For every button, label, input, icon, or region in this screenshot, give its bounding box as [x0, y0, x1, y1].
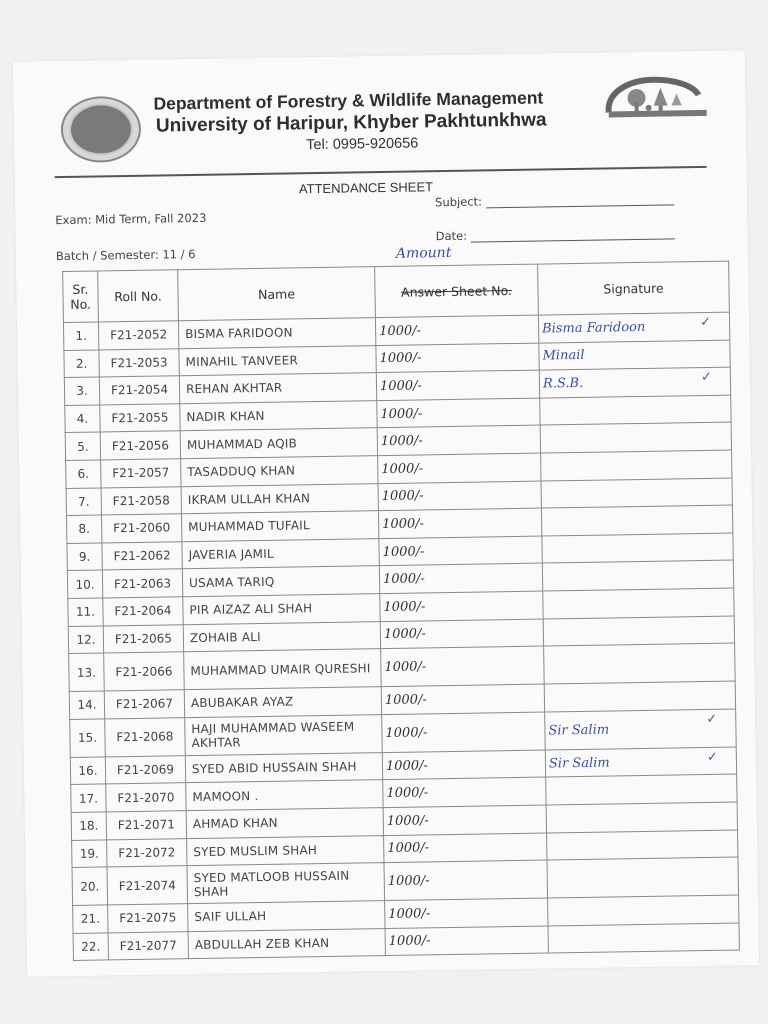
roll-cell	[102, 569, 182, 598]
sr-cell	[70, 719, 106, 758]
amount-cell	[380, 619, 543, 649]
name-text: AHMAD KHAN	[192, 815, 278, 832]
roll-text: F21-2057	[112, 465, 170, 481]
name-cell	[179, 345, 376, 376]
sr-text: 22.	[81, 939, 101, 954]
amount-cell	[381, 646, 545, 687]
amount-cell	[384, 833, 547, 863]
date-field	[436, 225, 676, 243]
roll-cell	[100, 431, 180, 460]
amount-handwritten: 1000/-	[379, 323, 422, 339]
sr-cell	[65, 405, 100, 433]
sr-text: 8.	[78, 522, 91, 537]
name-cell	[183, 621, 380, 652]
name-cell	[181, 511, 378, 542]
amount-handwritten: 1000/-	[381, 488, 424, 505]
amount-handwritten: 1000/-	[383, 599, 426, 615]
amount-cell	[377, 425, 540, 455]
name-text: HAJI MUHAMMAD WASEEM AKHTAR	[191, 719, 355, 751]
amount-cell	[379, 563, 542, 593]
sr-text: 5.	[77, 439, 89, 454]
signature-cell	[540, 395, 731, 426]
header-name: Name	[178, 267, 376, 321]
amount-cell	[379, 536, 542, 566]
roll-text: F21-2058	[112, 493, 170, 509]
roll-text: F21-2074	[118, 877, 176, 893]
amount-cell	[375, 315, 538, 345]
exam-label: Exam: Mid Term, Fall 2023	[55, 210, 207, 228]
roll-cell	[107, 838, 187, 867]
roll-cell	[99, 348, 179, 377]
signature-cell	[548, 895, 739, 926]
name-cell	[183, 594, 380, 625]
signature-cell	[538, 312, 729, 343]
roll-text: F21-2053	[110, 355, 168, 371]
signature-cell	[539, 340, 730, 371]
sr-cell	[68, 598, 103, 626]
name-cell	[179, 373, 376, 404]
signature-cell	[547, 830, 738, 861]
signature-cell	[539, 367, 730, 398]
roll-text: F21-2071	[117, 817, 175, 833]
sr-cell	[68, 625, 103, 653]
signature-cell	[543, 616, 734, 647]
sr-text: 10.	[75, 577, 95, 592]
subject-blank	[486, 204, 674, 208]
sr-cell	[72, 867, 108, 906]
name-text: MINAHIL TANVEER	[185, 353, 299, 370]
roll-text: F21-2062	[113, 548, 171, 564]
name-text: SYED MUSLIM SHAH	[193, 842, 318, 859]
signature-cell	[548, 923, 739, 954]
sr-text: 12.	[76, 632, 96, 647]
department-logo	[598, 71, 715, 131]
name-cell	[181, 483, 378, 514]
signature-cell	[542, 533, 733, 564]
roll-cell	[106, 783, 186, 812]
signature-cell	[544, 643, 736, 684]
roll-cell	[103, 597, 183, 626]
name-text: BISMA FARIDOON	[185, 325, 293, 342]
name-text: JAVERIA JAMIL	[188, 546, 274, 563]
amount-cell	[376, 370, 539, 400]
sr-text: 18.	[79, 818, 99, 834]
name-text: USAMA TARIQ	[188, 574, 275, 590]
roll-text: F21-2065	[114, 631, 173, 647]
date-blank	[471, 238, 675, 242]
name-text: SYED MATLOOB HUSSAIN SHAH	[193, 868, 350, 899]
roll-text: F21-2068	[116, 729, 174, 745]
name-cell	[182, 566, 379, 597]
roll-text: F21-2063	[113, 576, 172, 591]
tick-mark: ✓	[700, 370, 713, 386]
signature-cell	[545, 747, 736, 778]
sr-cell	[71, 812, 106, 840]
sr-cell	[71, 784, 106, 812]
signature-cell	[542, 560, 733, 591]
sr-text: 9.	[78, 549, 91, 564]
department-title: Department of Forestry & Wildlife Management	[153, 87, 544, 114]
name-cell	[186, 807, 383, 838]
signature-cell	[541, 478, 732, 509]
sr-text: 6.	[77, 466, 90, 482]
roll-text: F21-2067	[115, 696, 174, 712]
amount-cell	[378, 481, 541, 511]
amount-handwritten: 1000/-	[385, 757, 428, 774]
sr-text: 16.	[78, 763, 98, 778]
tick-mark: ✓	[706, 711, 718, 727]
roll-text: F21-2066	[115, 663, 173, 679]
signature-handwritten: Bisma Faridoon	[542, 319, 646, 337]
sr-cell	[63, 322, 98, 350]
name-cell	[180, 400, 377, 431]
amount-cell	[378, 508, 541, 538]
sr-cell	[65, 432, 100, 460]
name-cell	[182, 538, 379, 569]
amount-handwritten: 1000/-	[384, 692, 427, 708]
amount-handwritten: 1000/-	[381, 461, 424, 477]
amount-cell	[385, 898, 548, 928]
roll-text: F21-2056	[111, 438, 170, 453]
name-text: MUHAMMAD TUFAIL	[188, 518, 310, 535]
roll-cell	[101, 514, 181, 543]
tick-mark: ✓	[706, 749, 718, 765]
name-text: SAIF ULLAH	[194, 909, 267, 925]
sr-cell	[66, 460, 101, 488]
name-text: TASADDUQ KHAN	[187, 463, 296, 480]
signature-handwritten: Sir Salim	[548, 755, 610, 771]
roll-cell	[104, 652, 185, 691]
amount-handwritten: 1000/-	[386, 785, 429, 802]
amount-handwritten: 1000/-	[382, 543, 425, 560]
sr-text: 17.	[78, 791, 99, 806]
amount-cell	[385, 926, 548, 956]
sr-cell	[66, 515, 101, 543]
roll-cell	[102, 541, 182, 570]
signature-cell	[543, 588, 734, 619]
sr-cell	[67, 543, 102, 571]
name-text: PIR AIZAZ ALI SHAH	[189, 601, 313, 618]
name-cell	[181, 456, 378, 487]
amount-handwritten: 1000/-	[387, 873, 430, 890]
roll-text: F21-2064	[114, 603, 172, 619]
signature-cell	[547, 857, 739, 898]
sr-cell	[69, 653, 105, 692]
name-cell	[178, 318, 375, 349]
amount-handwritten: 1000/-	[384, 659, 427, 676]
sr-text: 2.	[75, 356, 88, 371]
roll-cell	[104, 690, 184, 719]
roll-text: F21-2072	[118, 845, 176, 861]
amount-cell	[383, 777, 546, 807]
amount-cell	[383, 805, 546, 835]
roll-cell	[105, 717, 186, 756]
name-cell	[185, 752, 382, 783]
sr-cell	[69, 691, 104, 719]
sr-cell	[64, 350, 99, 378]
roll-cell	[103, 624, 183, 653]
sr-text: 20.	[80, 879, 100, 894]
subject-label: Subject:	[435, 194, 483, 210]
sr-text: 15.	[77, 730, 98, 746]
amount-cell	[376, 343, 539, 373]
amount-handwritten: 1000/-	[385, 725, 428, 741]
roll-cell	[101, 459, 181, 488]
name-cell	[180, 428, 377, 459]
roll-text: F21-2070	[117, 789, 175, 805]
name-cell	[187, 863, 385, 904]
name-text: IKRAM ULLAH KHAN	[187, 491, 311, 507]
sr-cell	[73, 905, 108, 933]
amount-handwritten: 1000/-	[382, 516, 425, 533]
signature-cell	[540, 422, 731, 453]
roll-cell	[98, 321, 178, 350]
signature-cell	[546, 802, 737, 833]
name-text: ABUBAKAR AYAZ	[190, 694, 294, 711]
sr-text: 19.	[79, 846, 99, 861]
sr-text: 3.	[76, 384, 88, 399]
roll-cell	[100, 404, 180, 433]
amount-cell	[384, 860, 548, 901]
roll-cell	[99, 376, 179, 405]
amount-handwritten: 1000/-	[388, 933, 431, 950]
amount-handwritten: 1000/-	[388, 906, 431, 922]
signature-cell	[541, 505, 732, 536]
signature-cell	[544, 681, 735, 712]
sr-text: 13.	[76, 665, 97, 680]
name-cell	[188, 928, 385, 959]
name-cell	[185, 714, 383, 755]
sr-cell	[72, 839, 107, 867]
sheet-title: ATTENDANCE SHEET	[298, 179, 434, 197]
attendance-table	[62, 261, 740, 962]
name-text: ZOHAIB ALI	[189, 629, 261, 645]
amount-cell	[380, 591, 543, 621]
amount-cell	[378, 453, 541, 483]
sr-text: 14.	[77, 697, 97, 713]
roll-cell	[107, 866, 188, 905]
name-text: MAMOON .	[192, 788, 259, 804]
header-signature: Signature	[538, 261, 730, 315]
amount-cell	[381, 684, 544, 714]
roll-text: F21-2054	[110, 382, 169, 398]
sr-cell	[67, 570, 102, 598]
telephone: Tel: 0995-920656	[306, 135, 419, 154]
header-divider	[55, 166, 707, 178]
amount-cell	[377, 398, 540, 428]
amount-handwritten: 1000/-	[380, 433, 423, 450]
university-logo	[60, 96, 141, 163]
sr-text: 11.	[75, 604, 96, 620]
sr-text: 7.	[77, 494, 90, 509]
roll-text: F21-2069	[116, 762, 175, 778]
name-cell	[184, 687, 381, 718]
roll-text: F21-2052	[110, 327, 168, 343]
amount-handwritten: 1000/-	[380, 405, 423, 422]
name-cell	[187, 835, 384, 866]
header-roll: Roll No.	[98, 270, 179, 322]
roll-text: F21-2075	[119, 910, 177, 926]
signature-handwritten: Sir Salim	[548, 722, 610, 739]
name-text: SYED ABID HUSSAIN SHAH	[191, 759, 357, 777]
university-title: University of Haripur, Khyber Pakhtunkhwa	[155, 109, 547, 137]
sr-cell	[73, 933, 108, 961]
signature-cell	[546, 774, 737, 805]
name-cell	[188, 901, 385, 932]
amount-handwritten: 1000/-	[386, 813, 429, 829]
amount-cell	[382, 750, 545, 780]
header-sr: Sr. No.	[63, 271, 99, 323]
roll-cell	[101, 486, 181, 515]
attendance-sheet-page	[13, 50, 759, 976]
sr-cell	[70, 757, 105, 785]
subject-field	[435, 191, 674, 209]
signature-cell	[545, 709, 737, 750]
date-label: Date:	[435, 228, 468, 244]
roll-text: F21-2060	[113, 520, 171, 536]
sr-cell	[66, 488, 101, 516]
amount-cell	[382, 712, 546, 753]
header-answer-sheet: Answer Sheet No.	[375, 264, 539, 318]
roll-cell	[105, 755, 185, 784]
tick-mark: ✓	[700, 314, 712, 331]
name-cell	[186, 780, 383, 811]
amount-handwritten: 1000/-	[387, 840, 430, 857]
name-text: MUHAMMAD AQIB	[186, 436, 298, 452]
amount-handwritten: 1000/-	[379, 350, 422, 367]
amount-handwritten: 1000/-	[383, 626, 426, 643]
sr-text: 21.	[80, 911, 100, 927]
amount-handwritten: 1000/-	[382, 571, 426, 588]
signature-handwritten: Minail	[542, 348, 585, 364]
sr-text: 4.	[76, 411, 89, 426]
roll-cell	[108, 904, 188, 933]
batch-label: Batch / Semester: 11 / 6	[55, 246, 196, 264]
roll-text: F21-2077	[119, 938, 177, 954]
name-text: REHAN AKHTAR	[185, 381, 283, 397]
signature-handwritten: R.S.B.	[542, 375, 584, 392]
name-text: ABDULLAH ZEB KHAN	[194, 935, 330, 953]
amount-handwritten-heading: Amount	[395, 244, 452, 262]
amount-handwritten: 1000/-	[379, 378, 422, 395]
sr-text: 1.	[75, 328, 88, 344]
roll-cell	[108, 931, 188, 960]
sr-cell	[64, 377, 99, 405]
name-text: MUHAMMAD UMAIR QURESHI	[190, 660, 371, 678]
roll-cell	[106, 811, 186, 840]
signature-cell	[541, 450, 732, 481]
roll-text: F21-2055	[111, 410, 169, 426]
name-cell	[184, 649, 382, 690]
name-text: NADIR KHAN	[186, 408, 265, 425]
